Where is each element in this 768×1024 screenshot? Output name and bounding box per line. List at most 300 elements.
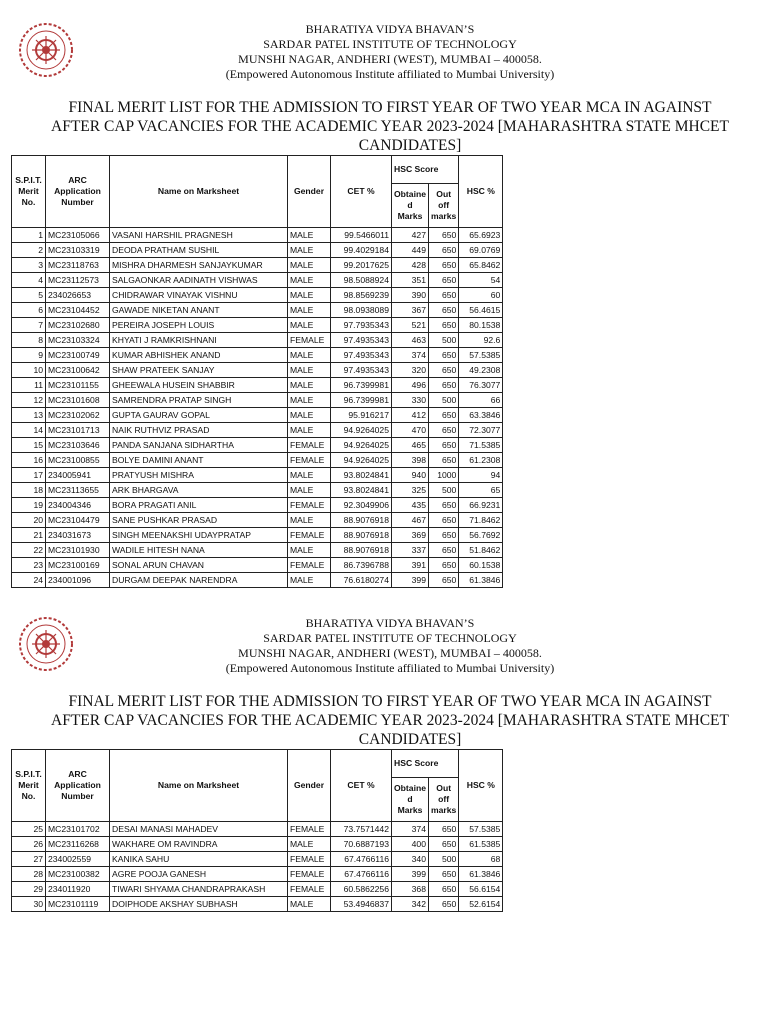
hsc-percent-cell: 51.8462 [459,543,503,558]
merit-list-title [30,692,750,749]
gender-cell: MALE [288,378,331,393]
out-of-marks-cell: 500 [429,852,459,867]
col-header-out-of: Out off marks [429,184,459,228]
candidate-name-cell: ARK BHARGAVA [110,483,288,498]
gender-cell: MALE [288,303,331,318]
arc-number-cell: MC23113655 [46,483,110,498]
header-line-1: BHARATIYA VIDYA BHAVAN’S [305,616,475,630]
hsc-percent-cell: 94 [459,468,503,483]
merit-no-cell: 12 [12,393,46,408]
gender-cell: MALE [288,318,331,333]
out-of-marks-cell: 650 [429,348,459,363]
table-row [12,363,503,378]
candidate-name-cell: PANDA SANJANA SIDHARTHA [110,438,288,453]
cet-percent-cell: 88.9076918 [331,543,392,558]
candidate-name-cell: SHAW PRATEEK SANJAY [110,363,288,378]
gender-cell: MALE [288,513,331,528]
cet-percent-cell: 93.8024841 [331,468,392,483]
merit-table-page-1 [11,155,503,588]
title-line-3: CANDIDATES] [358,731,462,748]
candidate-name-cell: GAWADE NIKETAN ANANT [110,303,288,318]
candidate-name-cell: KANIKA SAHU [110,852,288,867]
table-row [12,243,503,258]
candidate-name-cell: SALGAONKAR AADINATH VISHWAS [110,273,288,288]
obtained-marks-cell: 391 [392,558,429,573]
out-of-marks-cell: 650 [429,513,459,528]
obtained-marks-cell: 465 [392,438,429,453]
arc-number-cell: MC23101119 [46,897,110,912]
obtained-marks-cell: 369 [392,528,429,543]
col-header-gender: Gender [288,156,331,228]
arc-number-cell: MC23104479 [46,513,110,528]
title-line-3: CANDIDATES] [358,137,462,154]
cet-percent-cell: 98.0938089 [331,303,392,318]
candidate-name-cell: WADILE HITESH NANA [110,543,288,558]
merit-no-cell: 9 [12,348,46,363]
obtained-marks-cell: 374 [392,348,429,363]
gender-cell: MALE [288,897,331,912]
candidate-name-cell: KUMAR ABHISHEK ANAND [110,348,288,363]
candidate-name-cell: GHEEWALA HUSEIN SHABBIR [110,378,288,393]
obtained-marks-cell: 325 [392,483,429,498]
table-row [12,498,503,513]
merit-no-cell: 26 [12,837,46,852]
title-line-2: AFTER CAP VACANCIES FOR THE ACADEMIC YEAR 2023-2024 [MAHARASHTRA STATE MHCET [51,712,729,729]
gender-cell: FEMALE [288,498,331,513]
candidate-name-cell: DESAI MANASI MAHADEV [110,822,288,837]
arc-number-cell: MC23103324 [46,333,110,348]
hsc-percent-cell: 57.5385 [459,348,503,363]
obtained-marks-cell: 367 [392,303,429,318]
arc-number-cell: MC23100855 [46,453,110,468]
obtained-marks-cell: 390 [392,288,429,303]
hsc-percent-cell: 56.6154 [459,882,503,897]
out-of-marks-cell: 650 [429,897,459,912]
obtained-marks-cell: 435 [392,498,429,513]
obtained-marks-cell: 337 [392,543,429,558]
out-of-marks-cell: 650 [429,822,459,837]
arc-number-cell: 234002559 [46,852,110,867]
arc-number-cell: MC23105066 [46,228,110,243]
hsc-percent-cell: 68 [459,852,503,867]
out-of-marks-cell: 650 [429,558,459,573]
candidate-name-cell: PEREIRA JOSEPH LOUIS [110,318,288,333]
arc-number-cell: 234004346 [46,498,110,513]
gender-cell: MALE [288,408,331,423]
table-row [12,438,503,453]
out-of-marks-cell: 650 [429,258,459,273]
hsc-percent-cell: 60.1538 [459,558,503,573]
col-header-name: Name on Marksheet [110,156,288,228]
hsc-percent-cell: 66.9231 [459,498,503,513]
merit-no-cell: 20 [12,513,46,528]
cet-percent-cell: 98.8569239 [331,288,392,303]
out-of-marks-cell: 650 [429,288,459,303]
table-row [12,468,503,483]
merit-list-title [30,98,750,155]
cet-percent-cell: 99.2017625 [331,258,392,273]
merit-no-cell: 11 [12,378,46,393]
candidate-name-cell: WAKHARE OM RAVINDRA [110,837,288,852]
hsc-percent-cell: 49.2308 [459,363,503,378]
cet-percent-cell: 73.7571442 [331,822,392,837]
hsc-percent-cell: 69.0769 [459,243,503,258]
col-header-obtained: Obtaine d Marks [392,778,429,822]
hsc-percent-cell: 52.6154 [459,897,503,912]
arc-number-cell: MC23100382 [46,867,110,882]
col-header-hsc-pct: HSC % [459,750,503,822]
out-of-marks-cell: 650 [429,438,459,453]
col-header-cet: CET % [331,750,392,822]
header-line-2: SARDAR PATEL INSTITUTE OF TECHNOLOGY [263,37,517,51]
out-of-marks-cell: 500 [429,393,459,408]
cet-percent-cell: 93.8024841 [331,483,392,498]
candidate-name-cell: AGRE POOJA GANESH [110,867,288,882]
merit-no-cell: 14 [12,423,46,438]
obtained-marks-cell: 940 [392,468,429,483]
hsc-percent-cell: 65 [459,483,503,498]
arc-number-cell: MC23100642 [46,363,110,378]
header-line-3: MUNSHI NAGAR, ANDHERI (WEST), MUMBAI – 400058. [238,646,542,660]
merit-no-cell: 17 [12,468,46,483]
gender-cell: MALE [288,468,331,483]
out-of-marks-cell: 500 [429,333,459,348]
obtained-marks-cell: 427 [392,228,429,243]
gender-cell: MALE [288,393,331,408]
merit-no-cell: 10 [12,363,46,378]
arc-number-cell: 234026653 [46,288,110,303]
gender-cell: MALE [288,837,331,852]
arc-number-cell: MC23116268 [46,837,110,852]
hsc-percent-cell: 71.8462 [459,513,503,528]
merit-no-cell: 4 [12,273,46,288]
arc-number-cell: 234011920 [46,882,110,897]
hsc-percent-cell: 61.3846 [459,867,503,882]
table-row [12,393,503,408]
candidate-name-cell: SONAL ARUN CHAVAN [110,558,288,573]
obtained-marks-cell: 374 [392,822,429,837]
hsc-percent-cell: 76.3077 [459,378,503,393]
arc-number-cell: 234005941 [46,468,110,483]
col-header-obtained: Obtaine d Marks [392,184,429,228]
table-row [12,483,503,498]
out-of-marks-cell: 650 [429,318,459,333]
cet-percent-cell: 99.4029184 [331,243,392,258]
cet-percent-cell: 96.7399981 [331,393,392,408]
gender-cell: FEMALE [288,453,331,468]
hsc-percent-cell: 61.5385 [459,837,503,852]
merit-no-cell: 19 [12,498,46,513]
obtained-marks-cell: 351 [392,273,429,288]
cet-percent-cell: 99.5466011 [331,228,392,243]
candidate-name-cell: SANE PUSHKAR PRASAD [110,513,288,528]
cet-percent-cell: 86.7396788 [331,558,392,573]
title-line-1: FINAL MERIT LIST FOR THE ADMISSION TO FIRST YEAR OF TWO YEAR MCA IN AGAINST [68,693,712,710]
merit-no-cell: 30 [12,897,46,912]
arc-number-cell: MC23102680 [46,318,110,333]
title-line-2: AFTER CAP VACANCIES FOR THE ACADEMIC YEAR 2023-2024 [MAHARASHTRA STATE MHCET [51,118,729,135]
header-line-4: (Empowered Autonomous Institute affiliated to Mumbai University) [225,661,555,675]
title-line-1: FINAL MERIT LIST FOR THE ADMISSION TO FIRST YEAR OF TWO YEAR MCA IN AGAINST [68,99,712,116]
hsc-percent-cell: 66 [459,393,503,408]
hsc-percent-cell: 65.6923 [459,228,503,243]
out-of-marks-cell: 650 [429,273,459,288]
out-of-marks-cell: 650 [429,378,459,393]
gender-cell: MALE [288,363,331,378]
obtained-marks-cell: 521 [392,318,429,333]
candidate-name-cell: MISHRA DHARMESH SANJAYKUMAR [110,258,288,273]
cet-percent-cell: 53.4946837 [331,897,392,912]
obtained-marks-cell: 428 [392,258,429,273]
candidate-name-cell: SAMRENDRA PRATAP SINGH [110,393,288,408]
arc-number-cell: MC23101713 [46,423,110,438]
candidate-name-cell: TIWARI SHYAMA CHANDRAPRAKASH [110,882,288,897]
arc-number-cell: MC23101608 [46,393,110,408]
col-header-hsc-pct: HSC % [459,156,503,228]
merit-table-page-2 [11,749,503,912]
arc-number-cell: MC23101702 [46,822,110,837]
obtained-marks-cell: 496 [392,378,429,393]
obtained-marks-cell: 449 [392,243,429,258]
candidate-name-cell: DURGAM DEEPAK NARENDRA [110,573,288,588]
table-row [12,408,503,423]
merit-no-cell: 15 [12,438,46,453]
candidate-name-cell: BOLYE DAMINI ANANT [110,453,288,468]
table-row [12,558,503,573]
candidate-name-cell: CHIDRAWAR VINAYAK VISHNU [110,288,288,303]
obtained-marks-cell: 399 [392,867,429,882]
out-of-marks-cell: 650 [429,837,459,852]
merit-no-cell: 1 [12,228,46,243]
hsc-percent-cell: 57.5385 [459,822,503,837]
cet-percent-cell: 88.9076918 [331,528,392,543]
hsc-percent-cell: 54 [459,273,503,288]
col-header-hsc-score: HSC Score [392,750,459,778]
col-header-name: Name on Marksheet [110,750,288,822]
table-row [12,513,503,528]
merit-no-cell: 24 [12,573,46,588]
cet-percent-cell: 67.4766116 [331,852,392,867]
out-of-marks-cell: 650 [429,423,459,438]
out-of-marks-cell: 650 [429,408,459,423]
out-of-marks-cell: 650 [429,363,459,378]
header-line-3: MUNSHI NAGAR, ANDHERI (WEST), MUMBAI – 400058. [238,52,542,66]
arc-number-cell: MC23103319 [46,243,110,258]
obtained-marks-cell: 398 [392,453,429,468]
hsc-percent-cell: 56.4615 [459,303,503,318]
arc-number-cell: MC23100169 [46,558,110,573]
cet-percent-cell: 97.4935343 [331,348,392,363]
table-row [12,303,503,318]
merit-no-cell: 6 [12,303,46,318]
merit-no-cell: 2 [12,243,46,258]
header-line-1: BHARATIYA VIDYA BHAVAN’S [305,22,475,36]
obtained-marks-cell: 342 [392,897,429,912]
gender-cell: FEMALE [288,822,331,837]
obtained-marks-cell: 467 [392,513,429,528]
cet-percent-cell: 97.7935343 [331,318,392,333]
candidate-name-cell: DEODA PRATHAM SUSHIL [110,243,288,258]
gender-cell: MALE [288,228,331,243]
obtained-marks-cell: 330 [392,393,429,408]
cet-percent-cell: 94.9264025 [331,438,392,453]
hsc-percent-cell: 61.3846 [459,573,503,588]
table-row [12,528,503,543]
gender-cell: FEMALE [288,852,331,867]
out-of-marks-cell: 650 [429,573,459,588]
candidate-name-cell: VASANI HARSHIL PRAGNESH [110,228,288,243]
table-row [12,423,503,438]
merit-no-cell: 23 [12,558,46,573]
arc-number-cell: MC23101930 [46,543,110,558]
gender-cell: FEMALE [288,882,331,897]
col-header-out-of: Out off marks [429,778,459,822]
arc-number-cell: 234001096 [46,573,110,588]
cet-percent-cell: 98.5088924 [331,273,392,288]
obtained-marks-cell: 320 [392,363,429,378]
out-of-marks-cell: 1000 [429,468,459,483]
table-row [12,318,503,333]
merit-no-cell: 7 [12,318,46,333]
obtained-marks-cell: 399 [392,573,429,588]
table-row [12,882,503,897]
hsc-percent-cell: 65.8462 [459,258,503,273]
hsc-percent-cell: 61.2308 [459,453,503,468]
gender-cell: MALE [288,258,331,273]
merit-no-cell: 18 [12,483,46,498]
hsc-percent-cell: 72.3077 [459,423,503,438]
institute-logo-icon [18,22,74,78]
hsc-percent-cell: 80.1538 [459,318,503,333]
out-of-marks-cell: 650 [429,867,459,882]
col-header-gender: Gender [288,750,331,822]
hsc-percent-cell: 56.7692 [459,528,503,543]
institute-header [160,616,620,676]
gender-cell: MALE [288,573,331,588]
gender-cell: FEMALE [288,333,331,348]
merit-no-cell: 5 [12,288,46,303]
merit-no-cell: 16 [12,453,46,468]
hsc-percent-cell: 92.6 [459,333,503,348]
out-of-marks-cell: 650 [429,453,459,468]
gender-cell: MALE [288,243,331,258]
arc-number-cell: MC23100749 [46,348,110,363]
gender-cell: FEMALE [288,528,331,543]
out-of-marks-cell: 650 [429,228,459,243]
gender-cell: MALE [288,348,331,363]
table-row [12,333,503,348]
gender-cell: MALE [288,288,331,303]
institute-logo-icon [18,616,74,672]
merit-no-cell: 27 [12,852,46,867]
candidate-name-cell: PRATYUSH MISHRA [110,468,288,483]
cet-percent-cell: 67.4766116 [331,867,392,882]
candidate-name-cell: BORA PRAGATI ANIL [110,498,288,513]
candidate-name-cell: GUPTA GAURAV GOPAL [110,408,288,423]
arc-number-cell: MC23104452 [46,303,110,318]
arc-number-cell: MC23102062 [46,408,110,423]
hsc-percent-cell: 71.5385 [459,438,503,453]
hsc-percent-cell: 63.3846 [459,408,503,423]
cet-percent-cell: 96.7399981 [331,378,392,393]
table-row [12,897,503,912]
cet-percent-cell: 97.4935343 [331,363,392,378]
obtained-marks-cell: 463 [392,333,429,348]
out-of-marks-cell: 500 [429,483,459,498]
arc-number-cell: MC23112573 [46,273,110,288]
gender-cell: FEMALE [288,867,331,882]
cet-percent-cell: 60.5862256 [331,882,392,897]
obtained-marks-cell: 412 [392,408,429,423]
table-row [12,837,503,852]
out-of-marks-cell: 650 [429,882,459,897]
merit-no-cell: 22 [12,543,46,558]
out-of-marks-cell: 650 [429,498,459,513]
obtained-marks-cell: 470 [392,423,429,438]
table-row [12,348,503,363]
out-of-marks-cell: 650 [429,528,459,543]
obtained-marks-cell: 368 [392,882,429,897]
header-line-4: (Empowered Autonomous Institute affiliated to Mumbai University) [225,67,555,81]
merit-no-cell: 25 [12,822,46,837]
arc-number-cell: MC23103646 [46,438,110,453]
table-row [12,822,503,837]
out-of-marks-cell: 650 [429,543,459,558]
merit-no-cell: 29 [12,882,46,897]
cet-percent-cell: 95.916217 [331,408,392,423]
candidate-name-cell: KHYATI J RAMKRISHNANI [110,333,288,348]
cet-percent-cell: 76.6180274 [331,573,392,588]
cet-percent-cell: 92.3049906 [331,498,392,513]
col-header-merit-no: S.P.I.T. Merit No. [12,156,46,228]
gender-cell: FEMALE [288,438,331,453]
obtained-marks-cell: 400 [392,837,429,852]
cet-percent-cell: 94.9264025 [331,423,392,438]
cet-percent-cell: 97.4935343 [331,333,392,348]
hsc-percent-cell: 60 [459,288,503,303]
header-line-2: SARDAR PATEL INSTITUTE OF TECHNOLOGY [263,631,517,645]
merit-no-cell: 3 [12,258,46,273]
table-row [12,867,503,882]
merit-no-cell: 8 [12,333,46,348]
gender-cell: MALE [288,423,331,438]
col-header-arc: ARC Application Number [46,750,110,822]
table-row [12,453,503,468]
arc-number-cell: MC23101155 [46,378,110,393]
table-row [12,573,503,588]
gender-cell: MALE [288,543,331,558]
gender-cell: MALE [288,483,331,498]
institute-header [160,22,620,82]
out-of-marks-cell: 650 [429,243,459,258]
merit-no-cell: 28 [12,867,46,882]
table-row [12,543,503,558]
gender-cell: FEMALE [288,558,331,573]
col-header-merit-no: S.P.I.T. Merit No. [12,750,46,822]
cet-percent-cell: 70.6887193 [331,837,392,852]
col-header-hsc-score: HSC Score [392,156,459,184]
table-row [12,258,503,273]
table-row [12,852,503,867]
col-header-cet: CET % [331,156,392,228]
col-header-arc: ARC Application Number [46,156,110,228]
table-row [12,273,503,288]
arc-number-cell: 234031673 [46,528,110,543]
merit-no-cell: 13 [12,408,46,423]
cet-percent-cell: 88.9076918 [331,513,392,528]
arc-number-cell: MC23118763 [46,258,110,273]
out-of-marks-cell: 650 [429,303,459,318]
